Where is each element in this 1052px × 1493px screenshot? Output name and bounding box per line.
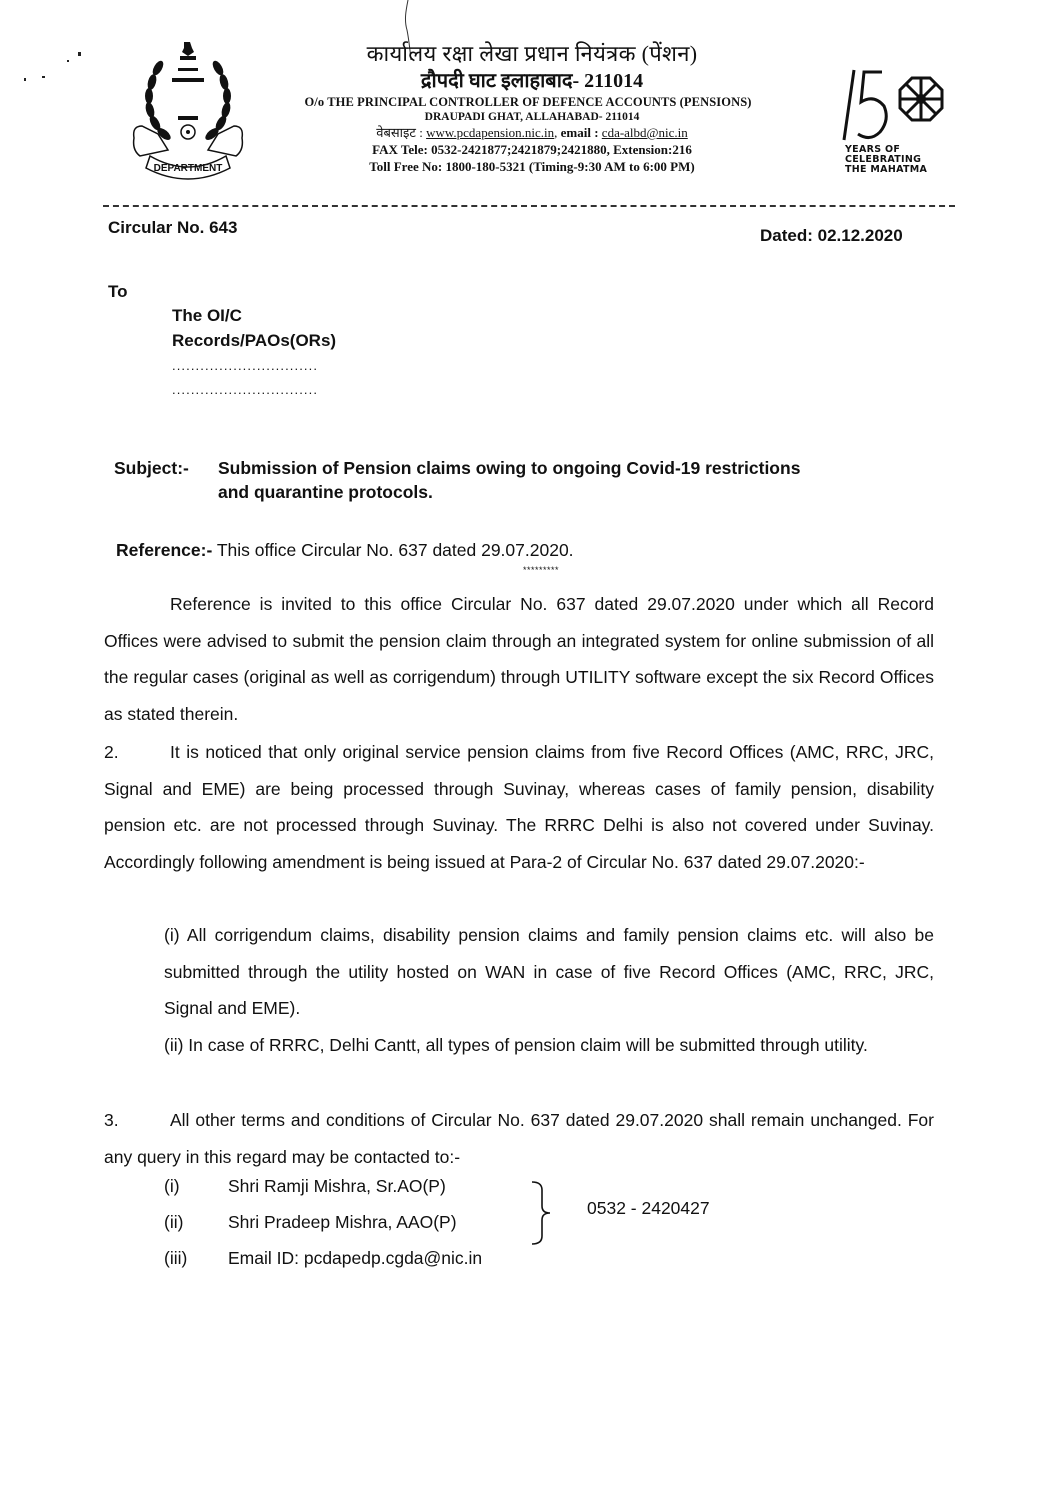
paragraph-2-number: 2. [104, 742, 119, 762]
addressee-blank-line-1: ............................... [172, 358, 319, 373]
contact-list [164, 1176, 482, 1284]
letterhead-address: DRAUPADI GHAT, ALLAHABAD- 211014 [424, 111, 640, 123]
subject [114, 456, 944, 504]
paragraph-3-text: All other terms and conditions of Circular No. 637 dated 29.07.2020 shall remain unchanged. For any query in this regard may be contacted to:- [104, 1110, 934, 1167]
reference-separator: ********* [523, 565, 560, 575]
paragraph-2 [104, 734, 934, 880]
subject-label: Subject:- [114, 458, 189, 478]
website-link[interactable]: www.pcdapension.nic.in [426, 125, 555, 140]
contact-email[interactable]: Email ID: pcdapedp.cgda@nic.in [228, 1248, 483, 1268]
paragraph-3-number: 3. [104, 1110, 119, 1130]
email-link[interactable]: cda-albd@nic.in [601, 125, 688, 140]
addressee-to-label: To [108, 282, 128, 301]
email-label: email : [560, 125, 599, 140]
contact-item: (iii) Email ID: pcdapedp.cgda@nic.in [164, 1248, 483, 1268]
reference-label: Reference:- [116, 540, 213, 560]
paragraph-2-text: It is noticed that only original service pension claims from five Record Offices (AMC, RRC, JRC, Signal and EME) are being processed through Suvinay, whereas cases of family pension, disability pension etc. are not processed through Suvinay. The RRRC Delhi is also not covered under Suvinay. Accordingly following amendment is being issued at Para-2 of Circular No. 637 dated 29.07.2020:- [104, 742, 934, 872]
letterhead-contact-web: वेबसाइट : www.pcdapension.nic.in, email : cda-albd@nic.in [376, 125, 688, 140]
department-emblem-logo [128, 38, 248, 180]
addressee-line-2: Records/PAOs(ORs) [172, 331, 337, 350]
gandhi-150-caption: YEARS OF CELEBRATING THE MAHATMA [845, 144, 928, 175]
paragraph-3 [104, 1102, 934, 1175]
addressee-line-1: The OI/C [172, 306, 242, 325]
contact-name: Shri Ramji Mishra, Sr.AO(P) [228, 1176, 446, 1196]
letterhead-hindi-address: द्रौपदी घाट इलाहाबाद- 211014 [420, 70, 644, 92]
letterhead-toll-free: Toll Free No: 1800-180-5321 (Timing-9:30 AM to 6:00 PM) [369, 159, 695, 174]
contact-name: Shri Pradeep Mishra, AAO(P) [228, 1212, 457, 1232]
addressee-blank-line-2: ............................... [172, 382, 319, 397]
paragraph-1: Reference is invited to this office Circular No. 637 dated 29.07.2020 under which all Record Offices were advised to submit the pension claim through an integrated system for online submission of all the regular cases (original as well as corrigendum) through UTILITY software except the six Record Offices as stated therein. [104, 594, 934, 724]
reference-text: This office Circular No. 637 dated 29.07.2020. [212, 540, 574, 560]
subject-line-1: Submission of Pension claims owing to ongoing Covid-19 restrictions [218, 458, 801, 478]
subject-line-2: and quarantine protocols. [218, 482, 433, 502]
emblem-banner-text: DEPARTMENT [153, 163, 223, 174]
letterhead-office-name: O/o THE PRINCIPAL CONTROLLER OF DEFENCE ACCOUNTS (PENSIONS) [304, 95, 752, 109]
amendment-i: (i) All corrigendum claims, disability pension claims and family pension claims etc. will also be submitted through the utility hosted on WAN in case of five Record Offices (AMC, RRC, JRC, Signal and EME). [164, 925, 934, 1018]
right-brace-icon [530, 1180, 554, 1246]
amendment-ii: (ii) In case of RRRC, Delhi Cantt, all types of pension claim will be submitted through utility. [164, 1035, 868, 1055]
letterhead-fax: FAX Tele: 0532-2421877;2421879;2421880, Extension:216 [372, 142, 692, 157]
circular-number: Circular No. 643 [108, 218, 238, 237]
reference [116, 540, 574, 561]
contact-item: (ii) Shri Pradeep Mishra, AAO(P) [164, 1212, 457, 1232]
contact-phone: 0532 - 2420427 [587, 1198, 710, 1218]
circular-date: Dated: 02.12.2020 [760, 226, 903, 245]
letterhead-hindi-title: कार्यालय रक्षा लेखा प्रधान नियंत्रक (पेंशन) [366, 41, 698, 66]
scan-specks [20, 40, 120, 90]
letterhead [262, 40, 802, 175]
website-label: वेबसाइट : [376, 125, 423, 140]
header-divider [103, 205, 955, 207]
contact-item: (i) Shri Ramji Mishra, Sr.AO(P) [164, 1176, 446, 1196]
